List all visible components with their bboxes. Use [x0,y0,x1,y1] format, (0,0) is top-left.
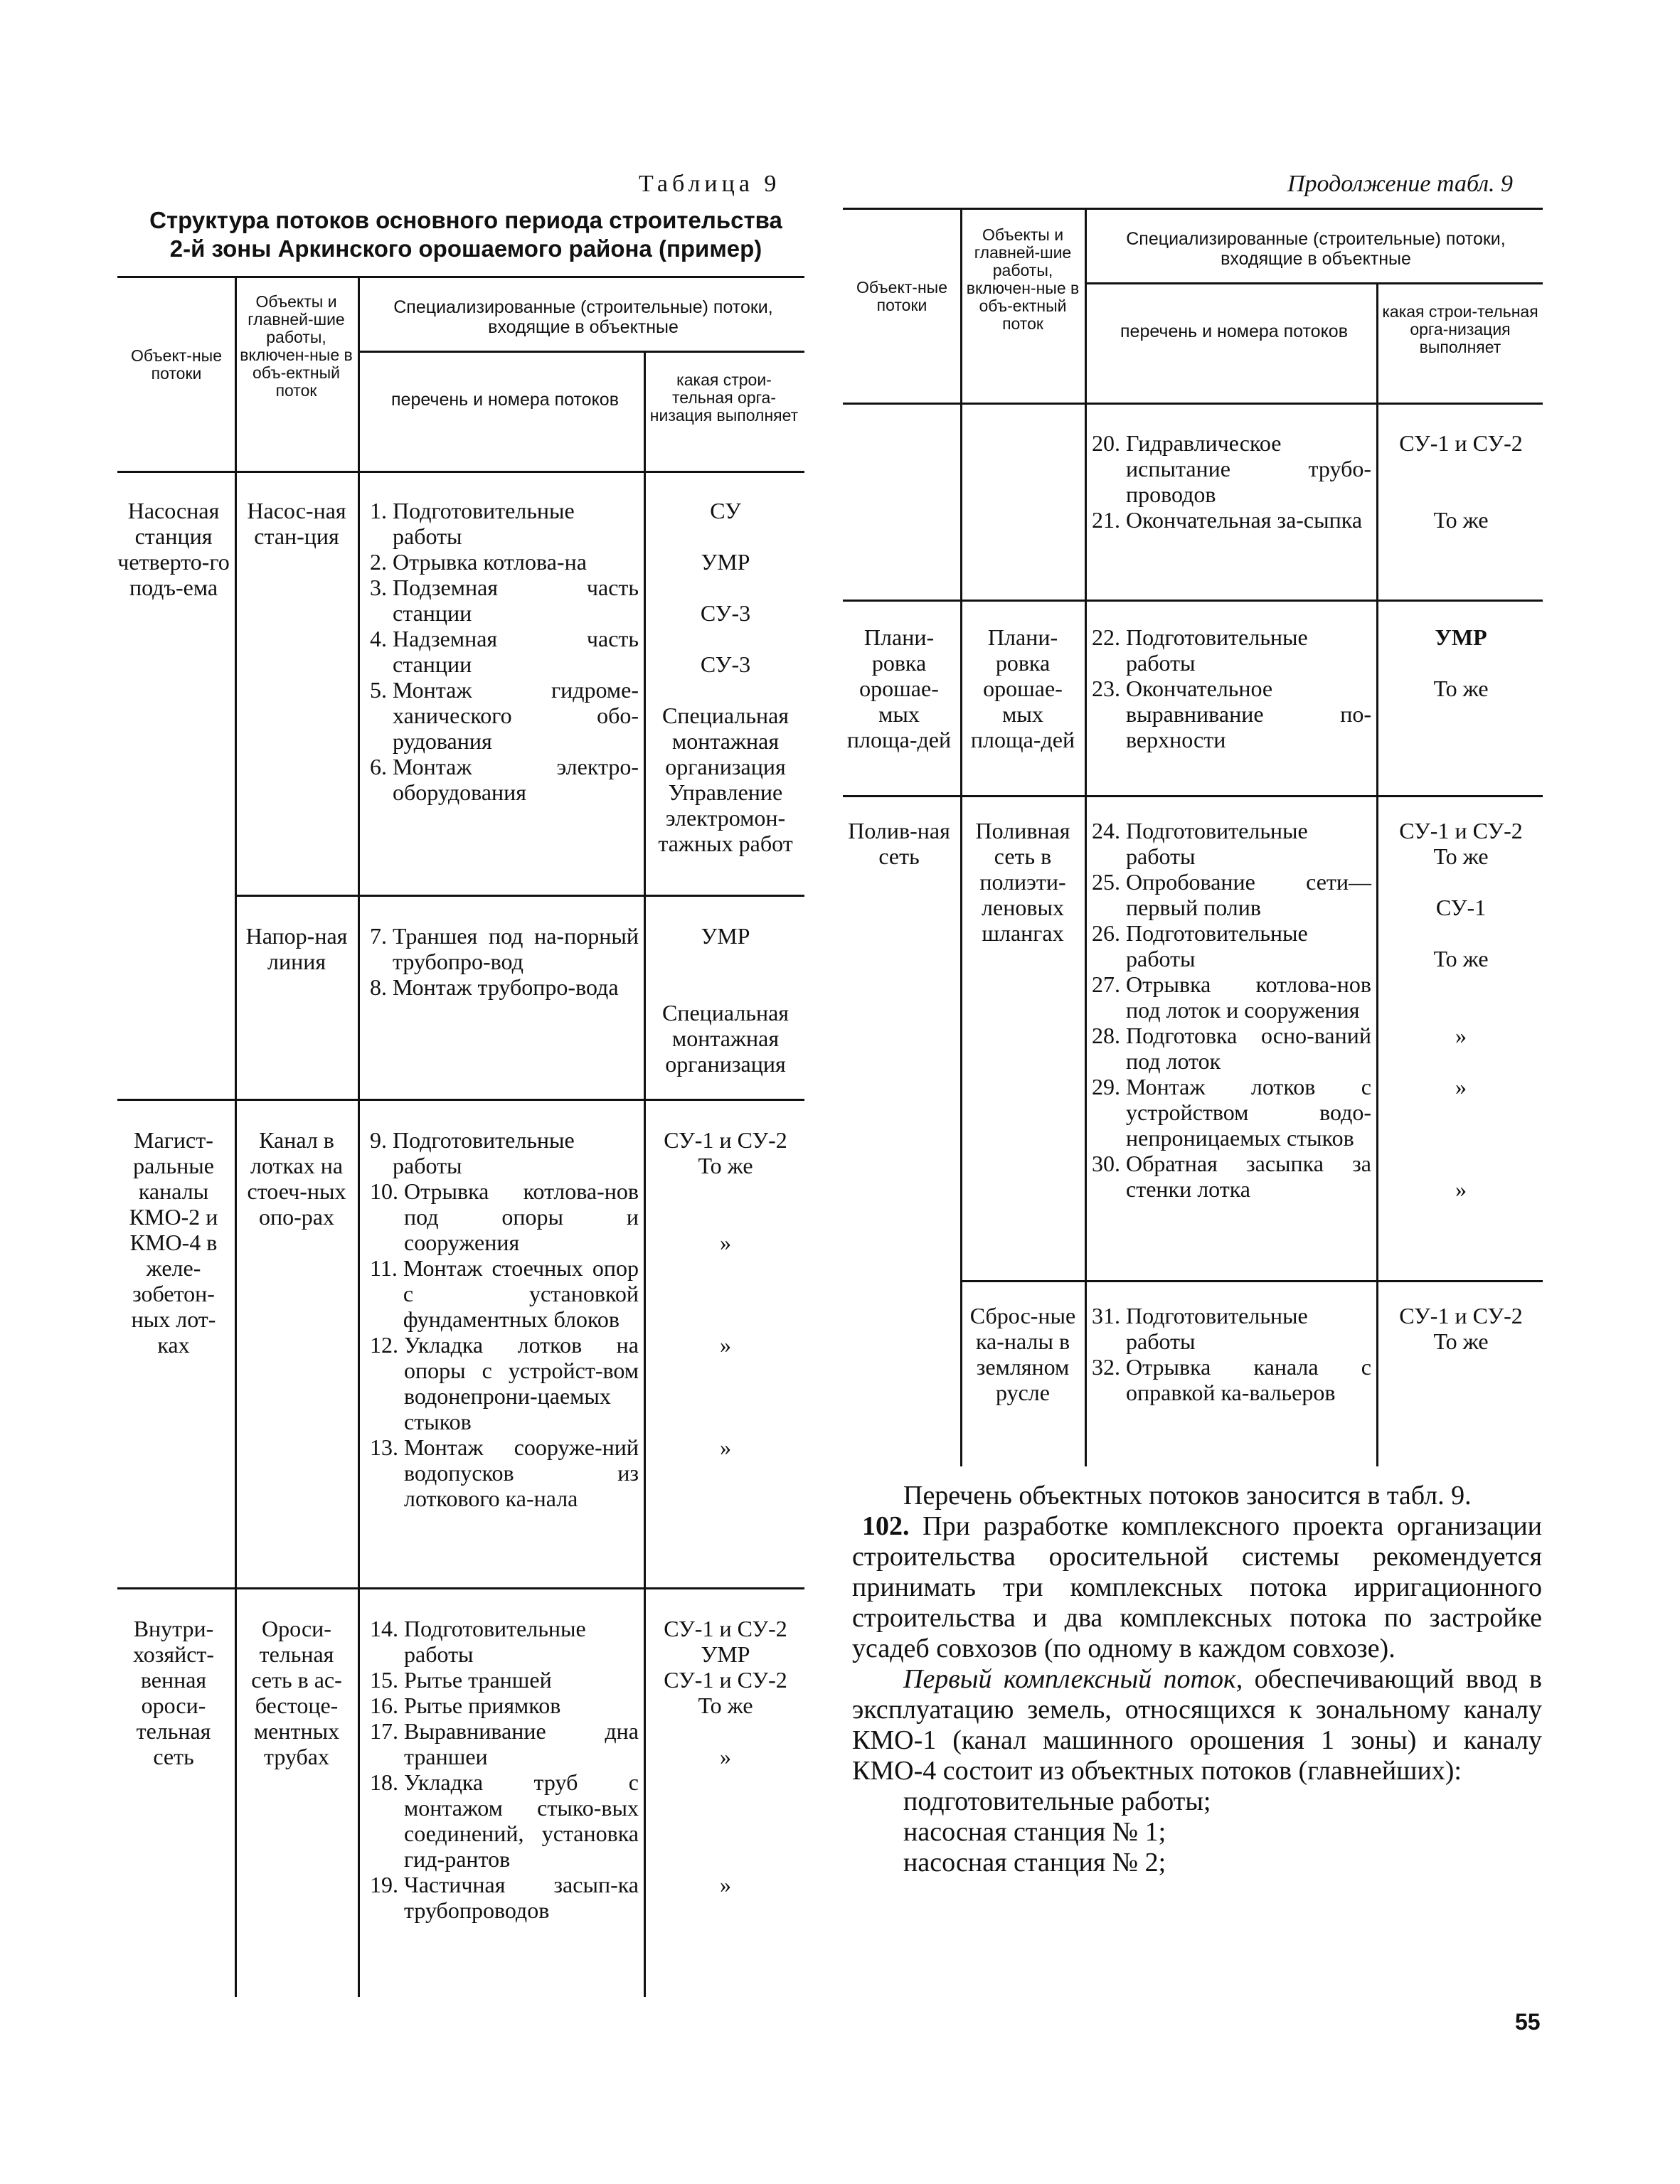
org-value: » [1455,1074,1467,1099]
org-value: » [720,1332,731,1358]
left-header-objects-works: Объекты и главней-шие работы, включен-ные в объ-ектный поток [240,292,353,400]
org-value: СУ-1 и СУ-2 [664,1616,787,1641]
org-value: СУ-1 и СУ-2 [1399,818,1523,843]
list-item: 7. Траншея под на-порный трубопро-вод [370,923,639,974]
list-item: 24. Подготовительные работы [1092,818,1308,869]
org-value: СУ-1 и СУ-2 [1399,430,1523,456]
org-value: СУ-1 и СУ-2 [1399,1303,1523,1328]
left-group1-row2-orgs [649,923,802,1077]
paragraph-1: Перечень объектных потоков заносится в табл. 9. [903,1481,1472,1511]
left-group2-object: Магист-ральные каналы КМО-2 и КМО-4 в желе-зобетон-ных лот-ках [129,1127,218,1358]
list-item: 21. Окончательная за-сыпка [1092,507,1363,533]
left-table-rule-group2 [117,1099,804,1101]
list-item: 22. Подготовительные работы [1092,624,1308,676]
list-item: 15. Рытье траншей [370,1667,552,1693]
left-header-object-flows: Объект-ные потоки [130,346,222,383]
list-item: 3. Подземная часть станции [370,575,639,626]
org-value: » [1455,1023,1467,1048]
list-item: 9. Подготовительные работы [370,1127,575,1178]
list-line: подготовительные работы; [903,1786,1211,1816]
left-group1-row2-items [370,923,639,1000]
right-group2-row1-orgs [1381,624,1541,701]
paragraph-number: 102. [862,1511,910,1541]
right-header-specialized-flows: Специализированные (строительные) потоки, входящие в объектные [1126,229,1506,269]
right-group3-row1-work: Поливная сеть в полиэти-леновых шлангах [975,818,1070,946]
list-item: 28. Подготовка осно-ваний под лоток [1092,1023,1371,1074]
right-group2-object: Плани-ровка орошае-мых площа-дей [846,624,952,752]
left-header-list-numbers: перечень и номера потоков [391,390,619,410]
org-value: То же [1433,676,1489,701]
right-group3-object: Полив-ная сеть [848,818,950,869]
paragraph-2: 102. При разработке комплексного проекта организации строительства оросительной системы рекомендуется принимать три комплексных потока ирригационного строительства и два комплексных потока по застройке усадеб совхозов (по одному в каждом совхозе). [852,1511,1542,1663]
list-item: 32. Отрывка канала с оправкой ка-вальеров [1092,1354,1371,1405]
list-item: 10. Отрывка котлова-нов под опоры и сооружения [370,1178,639,1255]
left-table-vline-2 [358,276,360,1997]
list-item: 18. Укладка труб с монтажом стыко-вых соединений, установка гид-рантов [370,1769,639,1872]
right-group3-row1-items [1092,818,1371,1202]
org-value: УМР [1435,624,1487,650]
list-line: насосная станция № 1; [903,1817,1166,1847]
org-value: » [720,1434,731,1460]
right-group3-row1-orgs [1381,818,1541,1202]
org-value: УМР [701,923,750,949]
right-header-object-flows: Объект-ные потоки [856,278,947,314]
left-table-title [135,206,797,263]
left-group2-row1-work: Канал в лотках на стоеч-ных опо-рах [247,1127,346,1230]
left-table-title-line1: Структура потоков основного периода строительства [149,207,782,233]
paragraph-3: Первый комплексный поток, обеспечивающий ввод в эксплуатацию земель, относящихся к зональному каналу КМО-1 (канал машинного орошения 1 зоны) и каналу КМО-4 состоит из объектных потоков (главнейших): [852,1664,1542,1786]
list-item: 6. Монтаж электро-оборудования [370,754,639,805]
right-header-list-numbers: перечень и номера потоков [1120,321,1348,341]
list-item: 29. Монтаж лотков с устройством водо-непроницаемых стыков [1092,1074,1371,1151]
right-header-objects-works: Объекты и главней-шие работы, включен-ные в объ-ектный поток [966,225,1080,333]
list-item: 13. Монтаж сооруже-ний водопусков из лоткового ка-нала [370,1434,639,1511]
org-value: СУ [710,498,741,523]
left-table-vline-3 [644,351,646,1997]
list-item: 17. Выравнивание дна траншеи [370,1718,639,1769]
right-group1-row1-orgs [1381,430,1541,533]
list-item: 27. Отрывка котлова-нов под лоток и сооружения [1092,971,1371,1023]
list-item: 2. Отрывка котлова-на [370,549,587,575]
org-value: » [720,1872,731,1897]
right-group1-row1-items [1092,430,1371,533]
right-group3-row2-items [1092,1303,1371,1405]
org-value: СУ-1 и СУ-2 [664,1667,787,1693]
left-group1-object: Насосная станция четверто-го подъ-ема [117,498,230,600]
list-item: 12. Укладка лотков на опоры с устройст-вом водонепрони-цаемых стыков [370,1332,639,1434]
right-group3-row2-orgs [1381,1303,1541,1354]
right-group2-row1-items [1092,624,1371,752]
list-item: 11. Монтаж стоечных опор с установкой фундаментных блоков [370,1255,639,1332]
org-value: » [720,1230,731,1255]
right-table-vline-3 [1376,282,1378,1466]
right-table-caption: Продолжение табл. 9 [1287,171,1514,197]
org-value: То же [698,1693,753,1718]
right-table-rule-drainage [960,1280,1543,1282]
list-item: 26. Подготовительные работы [1092,920,1308,971]
right-group2-row1-work: Плани-ровка орошае-мых площа-дей [970,624,1075,752]
list-item: 8. Монтаж трубопро-вода [370,974,619,1000]
left-table-header-mid-rule [358,351,804,353]
left-group3-row1-work: Ороси-тельная сеть в ас-бестоце-ментных трубах [251,1616,342,1769]
left-group3-object: Внутри-хозяйст-венная ороси-тельная сеть [132,1616,215,1769]
list-item: 19. Частичная засып-ка трубопроводов [370,1872,639,1923]
list-item: 31. Подготовительные работы [1092,1303,1308,1354]
org-value: СУ-3 [700,600,751,626]
org-value: То же [698,1153,753,1178]
left-group2-row1-orgs [649,1127,802,1460]
org-value: То же [1433,507,1489,533]
right-table-top-rule [843,208,1543,210]
left-table-header-bottom-rule [117,471,804,473]
right-table-header-bottom-rule [843,403,1543,405]
right-header-organization: какая строи-тельная орга-низация выполняет [1382,302,1538,356]
left-header-organization: какая строи-тельная орга-низация выполняет [649,371,799,425]
left-group3-row1-orgs [649,1616,802,1897]
left-table-vline-1 [235,276,237,1997]
left-group1-row2-work: Напор-ная линия [245,923,348,974]
list-item: 20. Гидравлическое испытание трубо-проводов [1092,430,1371,507]
org-value: » [720,1744,731,1769]
org-value: УМР [701,549,750,575]
org-value: То же [1433,946,1489,971]
org-value: Специальная монтажная организация [661,1000,789,1077]
left-table-top-rule [117,276,804,278]
list-item: 4. Надземная часть станции [370,626,639,677]
org-value: СУ-1 и СУ-2 [664,1127,787,1153]
org-value: Специальная монтажная организация [661,703,789,779]
list-line: насосная станция № 2; [903,1848,1166,1877]
left-table-title-line2: 2-й зоны Аркинского орошаемого района (пример) [169,235,762,262]
left-group2-row1-items [370,1127,639,1511]
left-group1-row1-work: Насос-ная стан-ция [247,498,346,549]
left-header-specialized-flows: Специализированные (строительные) потоки, входящие в объектные [393,297,773,337]
list-item: 23. Окончательное выравнивание по-верхности [1092,676,1371,752]
list-item: 14. Подготовительные работы [370,1616,586,1667]
left-group1-row1-orgs [649,498,802,856]
page-number: 55 [1515,2009,1541,2035]
list-item: 1. Подготовительные работы [370,498,575,549]
right-table-header-mid-rule [1085,282,1543,284]
left-table-rule-group3 [117,1587,804,1589]
right-table-vline-1 [960,208,962,1466]
left-group1-row1-items [370,498,639,805]
org-value: УМР [701,1641,750,1667]
org-value: СУ-3 [700,651,751,677]
italic-lead: Первый комплексный поток, [903,1664,1243,1694]
left-group3-row1-items [370,1616,639,1923]
list-item: 25. Опробование сети— первый полив [1092,869,1371,920]
org-value: Управление электромон-тажных работ [658,779,793,856]
left-table-rule-pump-line [235,895,804,897]
list-item: 5. Монтаж гидроме-ханического обо-рудования [370,677,639,754]
right-table-rule-group3 [843,795,1543,797]
right-table-rule-group2 [843,600,1543,602]
org-value: То же [1433,1328,1489,1354]
org-value: То же [1433,843,1489,869]
list-item: 16. Рытье приямков [370,1693,561,1718]
list-item: 30. Обратная засыпка за стенки лотка [1092,1151,1371,1202]
org-value: » [1455,1176,1467,1202]
body-text [852,1481,1542,1878]
right-table-vline-2 [1085,208,1087,1466]
right-group3-row2-work: Сброс-ные ка-налы в земляном русле [969,1303,1076,1405]
left-table-caption: Таблица 9 [639,171,781,197]
org-value: СУ-1 [1435,895,1487,920]
